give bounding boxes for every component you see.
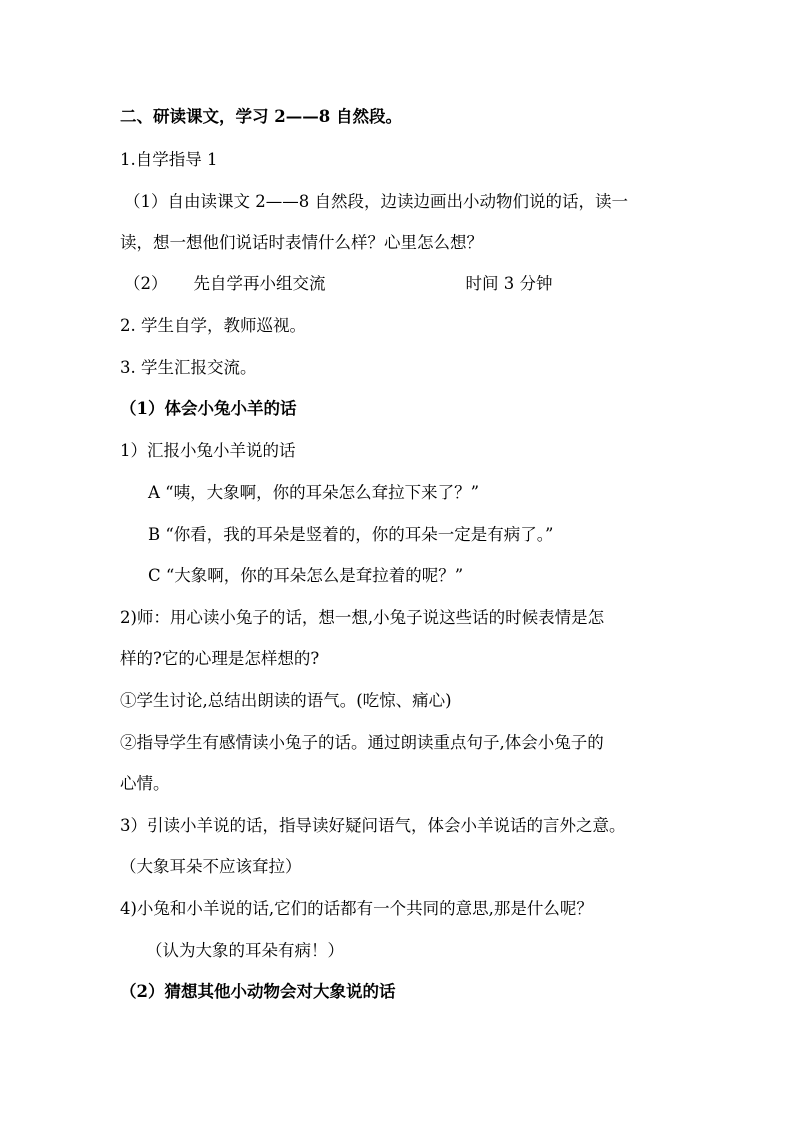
guide-title: 1.自学指导 1 (120, 150, 218, 169)
step-2: 2. 学生自学，教师巡视。 (120, 316, 306, 335)
quote-option-a: A “咦，大象啊，你的耳朵怎么耷拉下来了？” (148, 483, 480, 502)
discussion-point-2-line-2: 心情。 (120, 774, 170, 793)
report-item-3: 3）引读小羊说的话，指导读好疑问语气，体会小羊说话的言外之意。 (120, 816, 626, 835)
report-item-4: 4)小兔和小羊说的话,它们的话都有一个共同的意思,那是什么呢？ (120, 899, 593, 918)
discussion-point-1: ①学生讨论,总结出朗读的语气。(吃惊、痛心) (120, 691, 452, 710)
guide-item-1-line-1: （1）自由读课文 2——8 自然段，边读边画出小动物们说的话，读一 (124, 192, 628, 211)
guide-item-2 (124, 273, 553, 295)
step-3: 3. 学生汇报交流。 (120, 358, 257, 377)
quote-option-b: B “你看，我的耳朵是竖着的，你的耳朵一定是有病了。” (148, 525, 554, 544)
report-item-1: 1）汇报小兔小羊说的话 (120, 441, 296, 460)
guide-item-1-line-2: 读，想一想他们说话时表情什么样？心里怎么想？ (120, 233, 483, 252)
guide-item-2-number: （2） (124, 274, 168, 293)
report-item-3-note: （大象耳朵不应该耷拉） (120, 857, 302, 876)
guide-item-2-text: 先自学再小组交流 (193, 274, 326, 293)
subsection-2-heading: （2）猜想其他小动物会对大象说的话 (120, 982, 396, 1001)
quote-option-c: C “大象啊，你的耳朵怎么是耷拉着的呢？” (148, 566, 464, 585)
guide-item-2-time: 时间 3 分钟 (465, 274, 553, 293)
teacher-question-line-2: 样的?它的心理是怎样想的? (120, 649, 320, 668)
discussion-point-2-line-1: ②指导学生有感情读小兔子的话。通过朗读重点句子,体会小兔子的 (120, 733, 604, 752)
subsection-1-heading: （1）体会小兔小羊的话 (120, 399, 297, 418)
section-heading: 二、研读课文，学习 2——8 自然段。 (120, 107, 402, 126)
report-item-4-answer: （认为大象的耳朵有病！） (146, 941, 344, 960)
teacher-question-line-1: 2)师：用心读小兔子的话，想一想,小兔子说这些话的时候表情是怎 (120, 608, 605, 627)
